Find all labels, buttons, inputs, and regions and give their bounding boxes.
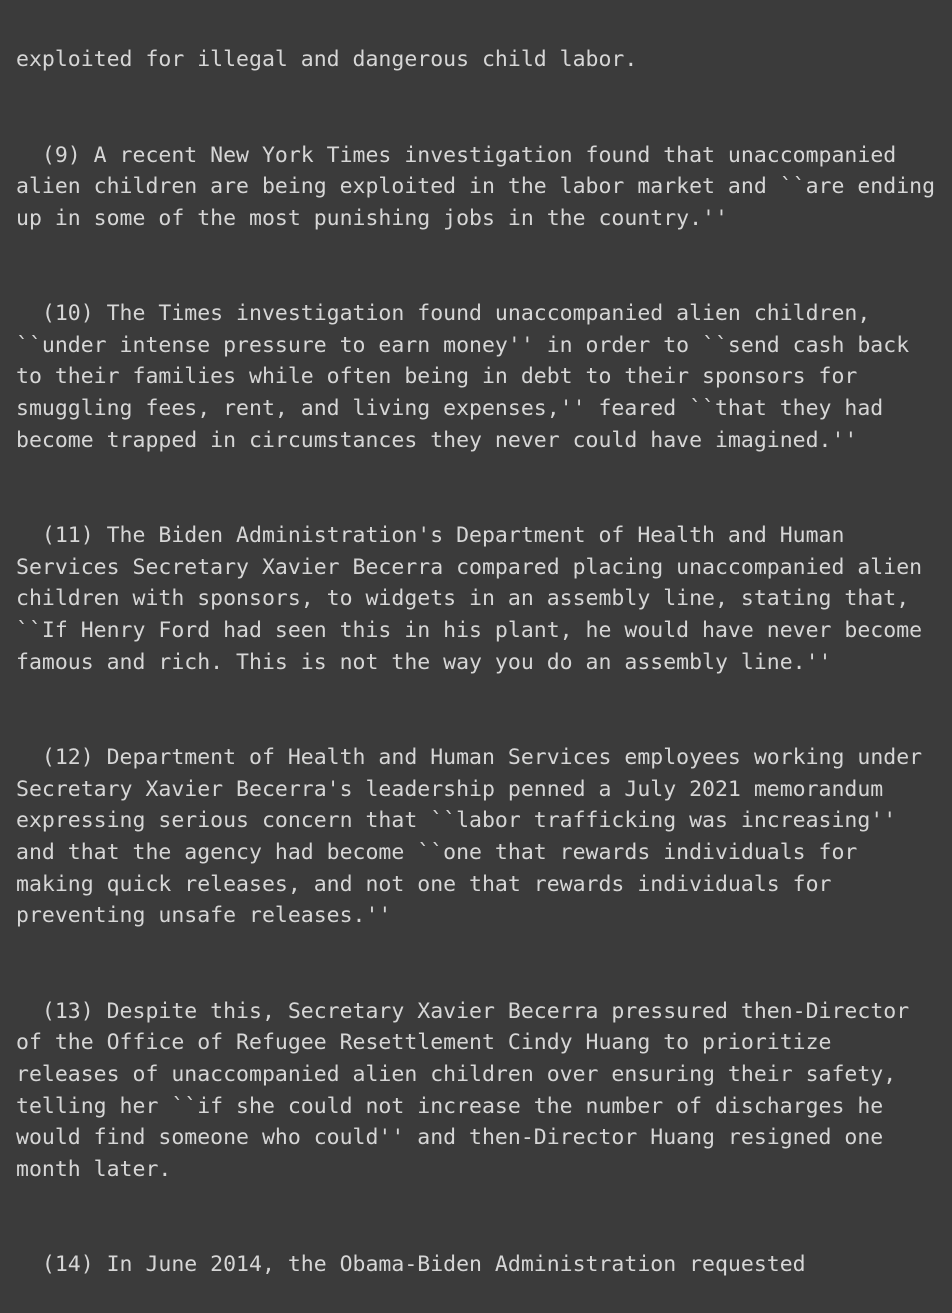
document-paragraph: (10) The Times investigation found unaccompanied alien children, ``under intense pressure to earn money'' in order to ``send cash back to their families while often being in debt to their sponsors for smuggling fees, rent, and living expenses,'' feared ``that they had become trapped in circumstances they never could have imagined.'' — [16, 301, 923, 453]
document-paragraph: exploited for illegal and dangerous child labor. — [16, 47, 638, 73]
document-paragraph: (9) A recent New York Times investigation found that unaccompanied alien children are being exploited in the labor market and ``are ending up in some of the most punishing jobs in the country.'' — [16, 142, 948, 231]
document-paragraph: (14) In June 2014, the Obama-Biden Administration requested — [16, 1252, 806, 1278]
document-paragraph: (11) The Biden Administration's Department of Health and Human Services Secretary Xavier Becerra compared placing unaccompanied alien children with sponsors, to widgets in an assembly line, stating that, ``If Henry Ford had seen this in his plant, he would have never become famous and rich. This is not the way you do an assembly line.'' — [16, 522, 936, 675]
document-paragraph: (12) Department of Health and Human Services employees working under Secretary Xavier Becerra's leadership penned a July 2021 memorandum expressing serious concern that ``labor trafficking was increasing'' and that the agency had become ``one that rewards individuals for making quick releases, and not one that rewards individuals for preventing unsafe releases.'' — [16, 744, 936, 929]
document-paragraph: (13) Despite this, Secretary Xavier Becerra pressured then-Director of the Office of Refugee Resettlement Cindy Huang to prioritize releases of unaccompanied alien children over ensuring their safety, telling her ``if she could not increase the number of discharges he would find someone who could'' and then-Director Huang resigned one month later. — [16, 998, 923, 1183]
